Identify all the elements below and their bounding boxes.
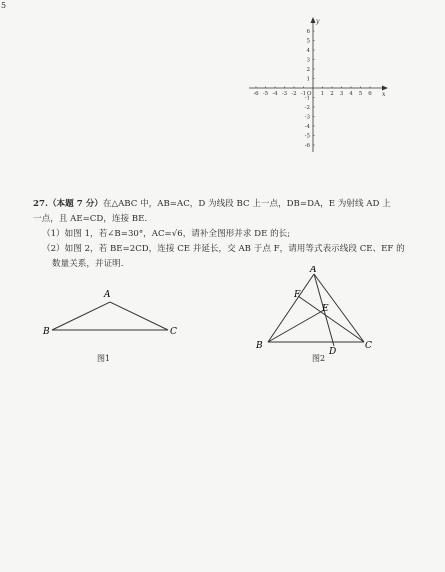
problem-stem-line-2: 一点，且 AE=CD，连接 BE. — [33, 214, 148, 224]
x-tick-label: 4 — [349, 91, 353, 97]
x-axis-arrow — [382, 86, 388, 91]
fig2-label-b: B — [256, 341, 263, 351]
x-tick-label: -1 — [300, 91, 307, 97]
problem-stem-text: 在△ABC 中，AB=AC，D 为线段 BC 上一点，DB=DA，E 为射线 AD 上 — [102, 199, 391, 209]
x-axis-label: x — [382, 91, 386, 98]
problem-part-1: （1）如图 1，若∠B=30°，AC=√6，请补全图形并求 DE 的长; — [42, 229, 291, 239]
y-axis-arrow — [311, 17, 316, 23]
x-tick-label: -3 — [281, 91, 288, 97]
problem-part-2-line-2: 数量关系，并证明. — [52, 259, 124, 269]
y-tick-label: -3 — [304, 114, 310, 121]
x-tick-label: -5 — [262, 91, 269, 97]
fig2-label-a: A — [310, 266, 317, 275]
figure-1-triangle — [40, 284, 190, 336]
problem-part-2-line-1: （2）如图 2，若 BE=2CD，连接 CE 并延长，交 AB 于点 F，请用等式表示线段 CE、EF 的 — [42, 244, 405, 254]
figure-2-geometry — [252, 266, 382, 356]
x-tick-label: -4 — [272, 91, 278, 97]
x-tick-label: 5 — [358, 91, 363, 97]
fig1-label-c: C — [170, 327, 177, 336]
problem-stem-line-1 — [33, 197, 403, 212]
y-tick-label: -1 — [304, 95, 310, 102]
fig2-label-c: C — [365, 341, 372, 351]
problem-points: （本题 7 分） — [47, 199, 103, 209]
fig2-label-f: F — [294, 290, 301, 300]
fig2-label-d: D — [329, 347, 337, 356]
fig1-label-b: B — [43, 327, 50, 336]
x-tick-label: -2 — [291, 91, 297, 97]
fig2-label-e: E — [322, 304, 329, 314]
y-tick-label: 2 — [306, 67, 310, 73]
y-tick-label: -5 — [304, 133, 310, 140]
problem-number: 27. — [33, 199, 48, 209]
y-tick-label: -6 — [304, 143, 310, 149]
figure-2 — [252, 266, 382, 356]
coordinate-plane — [245, 16, 393, 156]
x-tick-label: 1 — [320, 91, 325, 97]
y-tick-label: -2 — [304, 105, 310, 111]
origin-label: O — [307, 91, 312, 97]
x-tick-label: -6 — [253, 91, 259, 97]
y-tick-label: 6 — [306, 29, 310, 35]
y-axis-label: y — [316, 18, 320, 25]
x-tick-label: 2 — [330, 91, 334, 97]
page-mark: 5 — [1, 1, 7, 10]
y-tick-label: 5 — [306, 38, 310, 45]
figure-1-caption: 图1 — [97, 354, 111, 363]
y-tick-label: -4 — [304, 124, 310, 130]
figure-1 — [40, 284, 190, 336]
y-tick-label: 3 — [306, 57, 310, 64]
y-tick-label: 4 — [306, 48, 310, 54]
problem-27 — [33, 197, 403, 272]
y-tick-label: 1 — [306, 76, 310, 83]
coordinate-plane-svg — [245, 16, 393, 156]
x-tick-label: 6 — [368, 91, 372, 97]
x-tick-label: 3 — [339, 91, 344, 97]
figure-2-caption: 图2 — [312, 354, 326, 363]
fig1-label-a: A — [104, 290, 111, 300]
